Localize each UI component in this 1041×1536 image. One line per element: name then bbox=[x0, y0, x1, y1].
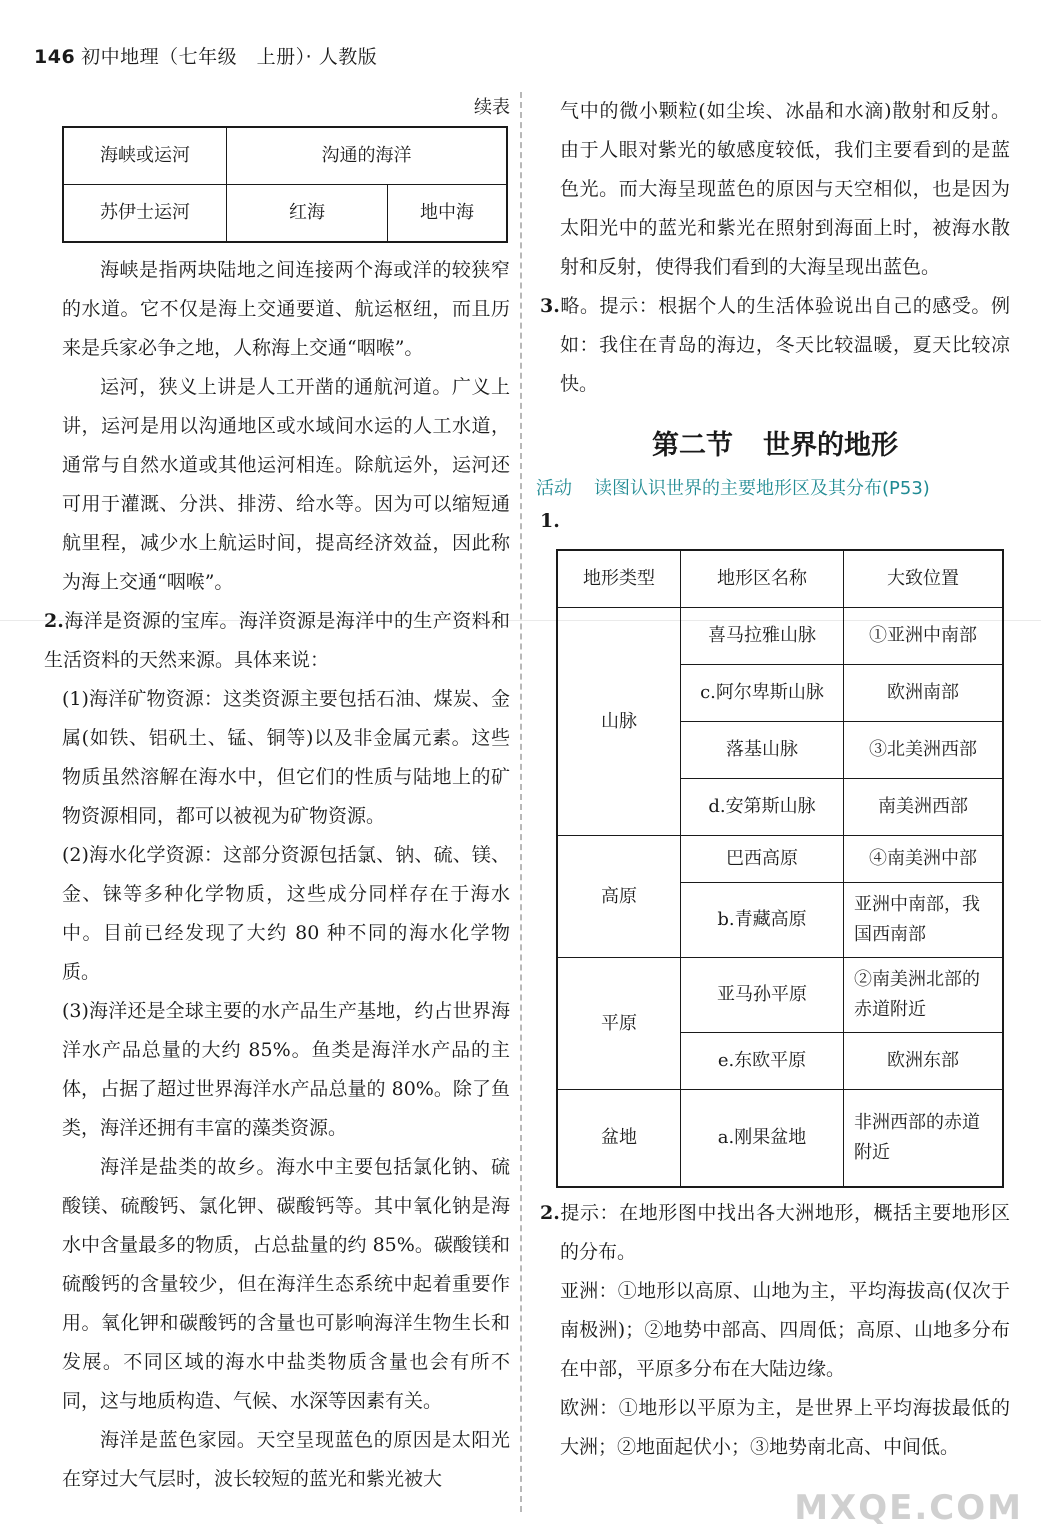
answer-item-1 bbox=[540, 502, 1010, 541]
terrain-name-cell: 喜马拉雅山脉 bbox=[681, 608, 844, 665]
table-row bbox=[557, 608, 1003, 665]
table-continued-caption: 续表 bbox=[474, 97, 510, 118]
table-row bbox=[63, 127, 507, 185]
terrain-name-cell: 巴西高原 bbox=[681, 836, 844, 883]
paragraph-strait: 海峡是指两块陆地之间连接两个海或洋的较狭窄的水道。它不仅是海上交通要道、航运枢纽，而且历来是兵家必争之地，人称海上交通“咽喉”。 bbox=[62, 259, 510, 359]
strait-canal-table bbox=[62, 126, 508, 243]
site-watermark: MXQE.COM bbox=[794, 1488, 1023, 1528]
terrain-location-cell: ②南美洲北部的赤道附近 bbox=[844, 958, 1004, 1033]
table-header-cell: 地形区名称 bbox=[681, 550, 844, 608]
table-row bbox=[63, 185, 507, 243]
item-text: 海洋是资源的宝库。海洋资源是海洋中的生产资料和生活资料的天然来源。具体来说： bbox=[44, 610, 510, 671]
terrain-location-cell: ③北美洲西部 bbox=[844, 722, 1004, 779]
terrain-location-cell: ④南美洲中部 bbox=[844, 836, 1004, 883]
page-number: 146 bbox=[34, 46, 76, 68]
terrain-location-cell: ①亚洲中南部 bbox=[844, 608, 1004, 665]
item-number: 2. bbox=[44, 610, 64, 632]
item-number: 1. bbox=[540, 510, 560, 532]
table-cell: 沟通的海洋 bbox=[227, 127, 508, 185]
item-number: 2. bbox=[540, 1202, 560, 1224]
terrain-name-cell: c.阿尔卑斯山脉 bbox=[681, 665, 844, 722]
table-header-cell: 地形类型 bbox=[557, 550, 681, 608]
terrain-table bbox=[556, 549, 1004, 1188]
table-cell: 地中海 bbox=[388, 185, 508, 243]
table-header-cell: 大致位置 bbox=[844, 550, 1004, 608]
terrain-name-cell: e.东欧平原 bbox=[681, 1033, 844, 1090]
page-header bbox=[34, 42, 377, 69]
terrain-name-cell: 亚马孙平原 bbox=[681, 958, 844, 1033]
column-divider bbox=[520, 92, 522, 1512]
item-text: 提示：在地形图中找出各大洲地形，概括主要地形区的分布。 bbox=[559, 1202, 1010, 1263]
activity-tag: 活动 bbox=[536, 478, 572, 499]
terrain-location-cell: 欧洲南部 bbox=[844, 665, 1004, 722]
terrain-name-cell: a.刚果盆地 bbox=[681, 1090, 844, 1188]
terrain-location-cell: 非洲西部的赤道附近 bbox=[844, 1090, 1004, 1188]
table-row bbox=[557, 958, 1003, 1033]
answer-item-2-right bbox=[540, 1194, 1010, 1272]
table-cell: 红海 bbox=[227, 185, 388, 243]
paragraph-mineral-resources: (1)海洋矿物资源：这类资源主要包括石油、煤炭、金属(如铁、铝矾土、锰、铜等)以及非金属元素。这些物质虽然溶解在海水中，但它们的性质与陆地上的矿物资源相同，都可以被视为矿物资源。 bbox=[62, 688, 510, 827]
paragraph-canal: 运河，狭义上讲是人工开凿的通航河道。广义上讲，运河是用以沟通地区或水域间水运的人工水道，通常与自然水道或其他运河相连。除航运外，运河还可用于灌溉、分洪、排涝、给水等。因为可以缩短通航里程，减少水上航运时间，提高经济效益，因此称为海上交通“咽喉”。 bbox=[62, 376, 510, 593]
terrain-type-cell: 高原 bbox=[557, 836, 681, 958]
section-number: 第二节 bbox=[652, 430, 733, 461]
table-row bbox=[557, 1090, 1003, 1188]
paragraph-asia: 亚洲：①地形以高原、山地为主，平均海拔高(仅次于南极洲)；②地势中部高、四周低；高原、山地多分布在中部，平原多分布在大陆边缘。 bbox=[560, 1280, 1010, 1380]
terrain-type-cell: 山脉 bbox=[557, 608, 681, 836]
paragraph-aquatic-products: (3)海洋还是全球主要的水产品生产基地，约占世界海洋水产品总量的大约 85%。鱼类是海洋水产品的主体，占据了超过世界海洋水产品总量的 80%。除了鱼类，海洋还拥有丰富的藻类资源。 bbox=[62, 1000, 510, 1139]
paragraph-blue-home: 海洋是蓝色家园。天空呈现蓝色的原因是太阳光在穿过大气层时，波长较短的蓝光和紫光被大 bbox=[62, 1429, 510, 1490]
section-title bbox=[540, 426, 1010, 466]
section-name: 世界的地形 bbox=[763, 430, 898, 461]
table-header-row bbox=[557, 550, 1003, 608]
terrain-location-cell: 欧洲东部 bbox=[844, 1033, 1004, 1090]
paragraph-blue-continued: 气中的微小颗粒(如尘埃、冰晶和水滴)散射和反射。由于人眼对紫光的敏感度较低，我们主要看到的是蓝色光。而大海呈现蓝色的原因与天空相似，也是因为太阳光中的蓝光和紫光在照射到海面上时，被海水散射和反射，使得我们看到的大海呈现出蓝色。 bbox=[560, 100, 1010, 278]
terrain-location-cell: 南美洲西部 bbox=[844, 779, 1004, 836]
item-text: 略。提示：根据个人的生活体验说出自己的感受。例如：我住在青岛的海边，冬天比较温暖，夏天比较凉快。 bbox=[559, 295, 1010, 395]
item-number: 3. bbox=[540, 295, 560, 317]
left-column bbox=[44, 96, 510, 1499]
table-cell: 苏伊士运河 bbox=[63, 185, 227, 243]
paragraph-europe: 欧洲：①地形以平原为主，是世界上平均海拔最低的大洲；②地面起伏小；③地势南北高、中间低。 bbox=[560, 1397, 1010, 1458]
terrain-location-cell: 亚洲中南部，我国西南部 bbox=[844, 883, 1004, 958]
activity-title: 读图认识世界的主要地形区及其分布(P53) bbox=[594, 478, 930, 499]
table-cell: 海峡或运河 bbox=[63, 127, 227, 185]
terrain-name-cell: b.青藏高原 bbox=[681, 883, 844, 958]
paragraph-chemical-resources: (2)海水化学资源：这部分资源包括氯、钠、硫、镁、金、铼等多种化学物质，这些成分同样存在于海水中。目前已经发现了大约 80 种不同的海水化学物质。 bbox=[62, 844, 510, 983]
answer-item-3 bbox=[540, 287, 1010, 404]
terrain-name-cell: d.安第斯山脉 bbox=[681, 779, 844, 836]
terrain-type-cell: 平原 bbox=[557, 958, 681, 1090]
terrain-name-cell: 落基山脉 bbox=[681, 722, 844, 779]
table-row bbox=[557, 836, 1003, 883]
activity-heading bbox=[536, 476, 1010, 502]
answer-item-2 bbox=[44, 602, 510, 680]
paragraph-salt: 海洋是盐类的故乡。海水中主要包括氯化钠、硫酸镁、硫酸钙、氯化钾、碳酸钙等。其中氧化钠是海水中含量最多的物质，占总盐量的约 85%。碳酸镁和硫酸钙的含量较少，但在海洋生态系统中起着重要作用。氧化钾和碳酸钙的含量也可影响海洋生物生长和发展。不同区域的海水中盐类物质含量也会有所不同，这与地质构造、气候、水深等因素有关。 bbox=[62, 1156, 510, 1412]
terrain-type-cell: 盆地 bbox=[557, 1090, 681, 1188]
right-column bbox=[536, 92, 1010, 1467]
book-title: 初中地理（七年级 上册）· 人教版 bbox=[81, 46, 378, 68]
